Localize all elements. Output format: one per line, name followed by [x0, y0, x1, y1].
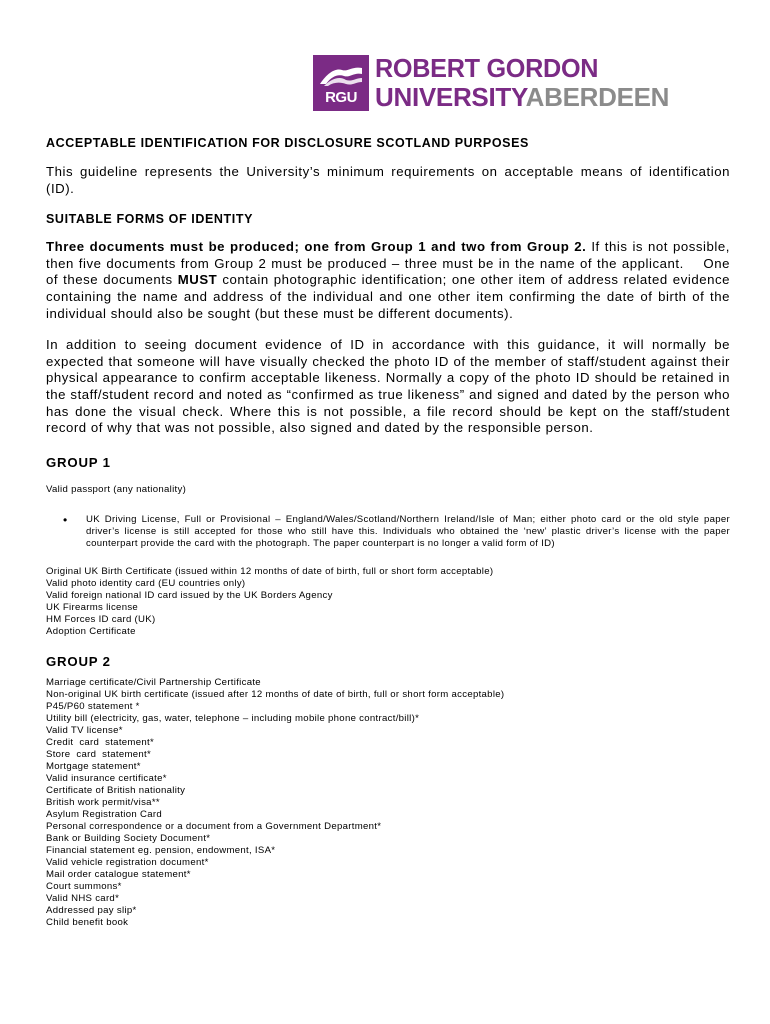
university-logo [313, 53, 670, 112]
list-item: Child benefit book [46, 916, 129, 928]
list-item: Court summons* [46, 880, 122, 892]
list-item: Non-original UK birth certificate (issued after 12 months of date of birth, full or short form acceptable) [46, 688, 505, 700]
list-item: Adoption Certificate [46, 625, 136, 637]
list-item: Asylum Registration Card [46, 808, 162, 820]
list-item: Valid photo identity card (EU countries only) [46, 577, 246, 589]
intro-paragraph: This guideline represents the University’s minimum requirements on acceptable means of identification (ID). [46, 164, 730, 196]
group2-heading: GROUP 2 [46, 653, 111, 669]
logo-wordmark-aberdeen: ABERDEEN [525, 82, 670, 112]
list-item: Addressed pay slip* [46, 904, 137, 916]
group1-passport-item: Valid passport (any nationality) [46, 483, 187, 495]
group2-list [46, 677, 730, 929]
bullet-icon: • [63, 512, 68, 527]
list-item: Store card statement* [46, 748, 152, 760]
driving-license-bullet [46, 514, 730, 550]
must-emphasis: MUST [177, 272, 218, 288]
list-item: Certificate of British nationality [46, 784, 186, 796]
list-item: Credit card statement* [46, 736, 154, 748]
list-item: Valid foreign national ID card issued by the UK Borders Agency [46, 589, 333, 601]
logo-wordmark-line1: ROBERT GORDON [375, 53, 599, 83]
list-item: UK Firearms license [46, 601, 139, 613]
requirements-paragraph [46, 239, 735, 322]
list-item: Mail order catalogue statement* [46, 868, 191, 880]
page-title: ACCEPTABLE IDENTIFICATION FOR DISCLOSURE SCOTLAND PURPOSES [46, 136, 529, 150]
logo-mark-text: RGU [325, 89, 357, 106]
group1-heading: GROUP 1 [46, 454, 111, 470]
list-item: Valid NHS card* [46, 892, 120, 904]
list-item: Original UK Birth Certificate (issued within 12 months of date of birth, full or short form acceptable) [46, 565, 494, 577]
group1-list [46, 566, 730, 638]
list-item: Marriage certificate/Civil Partnership Certificate [46, 676, 261, 688]
document-body [46, 136, 735, 929]
list-item: Financial statement eg. pension, endowment, ISA* [46, 844, 276, 856]
list-item: Personal correspondence or a document from a Government Department* [46, 820, 382, 832]
list-item: British work permit/visa** [46, 796, 160, 808]
list-item: Valid insurance certificate* [46, 772, 167, 784]
requirements-text-a: If this is not possible, then five documents from Group 2 must be produced – three must be in the name of the applicant. One of these documents [46, 239, 735, 288]
logo-mark [313, 55, 369, 111]
list-item: Valid vehicle registration document* [46, 856, 209, 868]
requirements-lead: Three documents must be produced; one from Group 1 and two from Group 2. [46, 239, 587, 255]
suitable-forms-heading: SUITABLE FORMS OF IDENTITY [46, 212, 254, 227]
logo-wordmark-university: UNIVERSITY [375, 82, 526, 112]
list-item: HM Forces ID card (UK) [46, 613, 156, 625]
photo-id-paragraph: In addition to seeing document evidence of ID in accordance with this guidance, it will normally be expected that someone will have visually checked the photo ID of the member of staff/student against their physical appearance to confirm acceptable likeness. Normally a copy of the photo ID should be retained in the staff/student record and noted as “confirmed as true likeness” and signed and dated by the person who has done the visual check. Where this is not possible, a file record should be kept on the staff/student record of why that was not possible, also signed and dated by the responsible person. [46, 337, 730, 436]
list-item: Bank or Building Society Document* [46, 832, 211, 844]
list-item: P45/P60 statement * [46, 700, 140, 712]
logo-wordmark-line2 [375, 82, 669, 113]
list-item: Mortgage statement* [46, 760, 141, 772]
mountain-icon [318, 62, 364, 88]
driving-license-text: UK Driving License, Full or Provisional – England/Wales/Scotland/Northern Ireland/Isle of Man; either photo card or the old style paper driver’s license is still accepted for those who still have this. Individuals who obtained the ‘new’ plastic driver’s license with the paper counterpart provide the card with the photograph. The paper counterpart is no longer a valid form of ID) [86, 513, 730, 549]
requirements-text-b: contain photographic identification; one other item of address related evidence containing the name and address of the individual and one other item confirming the date of birth of the individual should also be sought (but these must be different documents). [46, 272, 731, 321]
list-item: Utility bill (electricity, gas, water, telephone – including mobile phone contract/bill)* [46, 712, 420, 724]
list-item: Valid TV license* [46, 724, 123, 736]
